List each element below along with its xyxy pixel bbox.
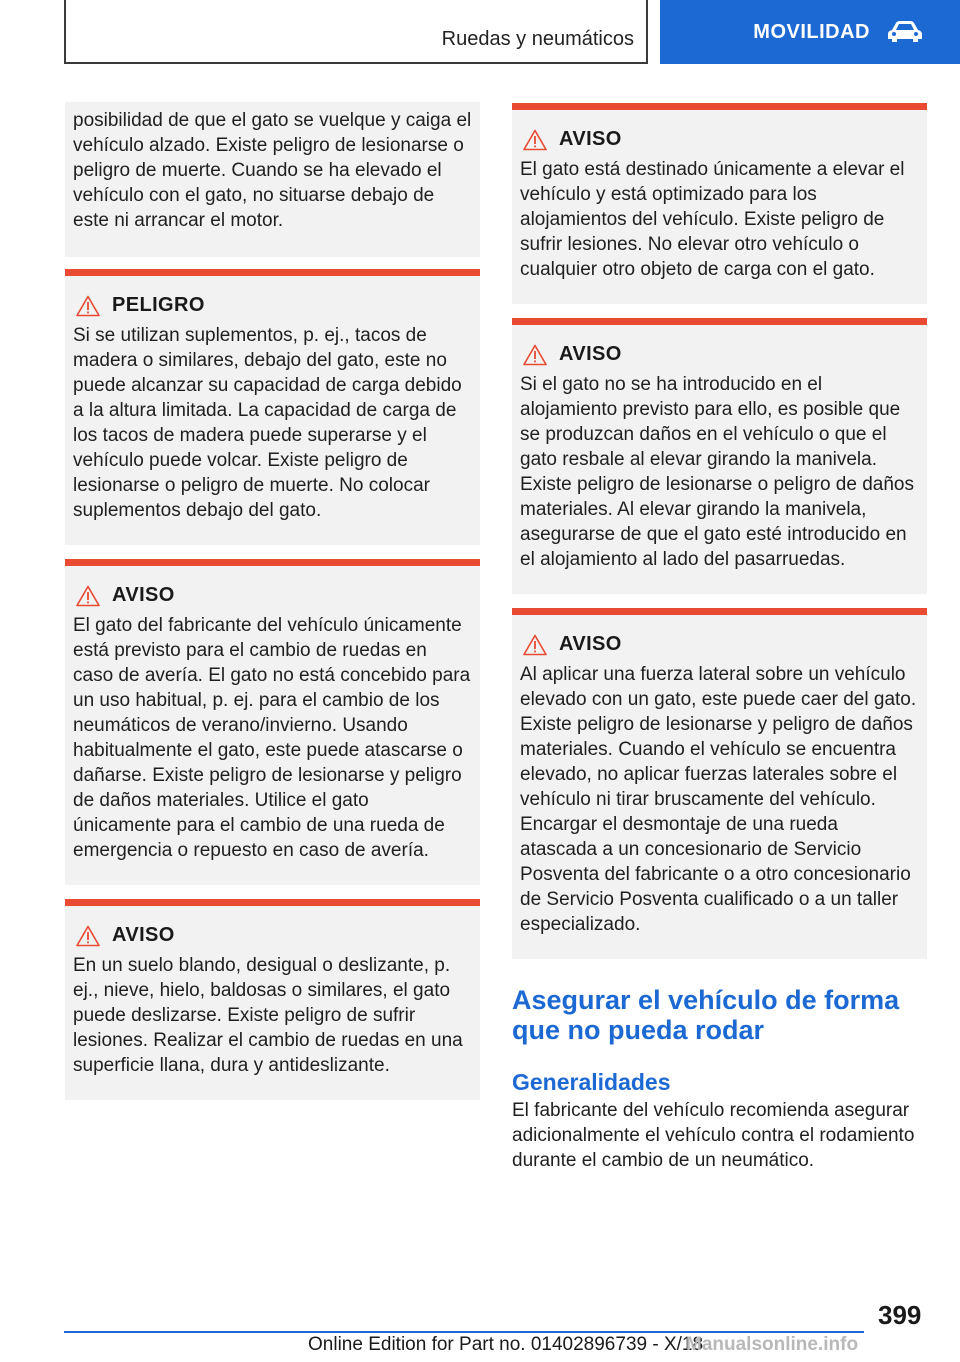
footer-edition-text: Online Edition for Part no. 01402896739 - X/18: [308, 1334, 704, 1355]
left-column: [65, 102, 480, 1100]
header-chapter-bar: [660, 0, 960, 64]
warning-box-aviso: [512, 608, 927, 959]
warning-text: Si el gato no se ha introducido en el alojamiento previsto para ello, es posible que se produzcan daños en el vehículo o que el gato resbale al elevar girando la manivela. Existe peligro de lesionarse o peligro de daños materiales. Al elevar girando la manivela, asegurarse de que el gato esté introducido en el alojamiento al lado del pasarruedas.: [520, 374, 914, 570]
warning-box-peligro: [65, 269, 480, 545]
warning-triangle-icon: [76, 925, 100, 947]
footer-watermark: Manualsonline.info: [686, 1334, 859, 1355]
warning-title: PELIGRO: [112, 294, 205, 316]
warning-text: El gato del fabricante del vehículo únicamente está previsto para el cambio de ruedas en caso de avería. El gato no está concebido para un uso habitual, p. ej. para el cambio de los neumáticos de verano/invierno. Usando habitualmente el gato, este puede atascarse o dañarse. Existe peligro de lesionarse y peligro de daños materiales. Utilice el gato únicamente para el cambio de una rueda de emergencia o repuesto en caso de avería.: [73, 615, 471, 861]
warning-header: [520, 128, 919, 151]
chapter-title: MOVILIDAD: [753, 20, 870, 43]
section-heading: Asegurar el vehículo de forma que no pueda rodar: [512, 985, 900, 1045]
car-icon: [886, 20, 924, 44]
warning-header: [73, 294, 472, 317]
warning-triangle-icon: [523, 344, 547, 366]
warning-box-aviso: [65, 559, 480, 885]
warning-triangle-icon: [76, 295, 100, 317]
footer-divider: [64, 1331, 864, 1333]
body-paragraph: El fabricante del vehículo recomienda asegurar adicionalmente el vehículo contra el rodamiento durante el cambio de un neumático.: [512, 1100, 915, 1171]
continuation-text: posibilidad de que el gato se vuelque y caiga el vehículo alzado. Existe peligro de lesionarse o peligro de muerte. Cuando se ha elevado el vehículo con el gato, no situarse debajo de este ni arrancar el motor.: [73, 110, 472, 231]
warning-triangle-icon: [523, 634, 547, 656]
section-title: Ruedas y neumáticos: [441, 28, 634, 50]
warning-text: Si se utilizan suplementos, p. ej., tacos de madera o similares, debajo del gato, este no puede alcanzar su capacidad de carga debido a la altura limitada. La capacidad de carga de los tacos de madera puede superarse y el vehículo puede volcar. Existe peligro de lesionarse o peligro de muerte. No colocar suplementos debajo del gato.: [73, 325, 462, 521]
warning-text: El gato está destinado únicamente a elevar el vehículo y está optimizado para los alojamientos del vehículo. Existe peligro de sufrir lesiones. No elevar otro vehículo o cualquier otro objeto de carga con el gato.: [520, 159, 905, 280]
warning-title: AVISO: [559, 633, 622, 655]
right-column: [512, 103, 927, 1173]
warning-title: AVISO: [112, 584, 175, 606]
warning-title: AVISO: [559, 128, 622, 150]
header-section-box: [64, 0, 648, 64]
warning-box-aviso: [512, 103, 927, 304]
warning-triangle-icon: [523, 129, 547, 151]
warning-text: Al aplicar una fuerza lateral sobre un vehículo elevado con un gato, este puede caer del gato. Existe peligro de lesionarse y peligro de daños materiales. Cuando el vehículo se encuentra elevado, no aplicar fuerzas laterales sobre el vehículo ni tirar bruscamente del vehículo. Encargar el desmontaje de una rueda atascada a un concesionario de Servicio Posventa del fabricante o a otro concesionario de Servicio Posventa cualificado o a un taller especializado.: [520, 664, 917, 935]
warning-header: [520, 343, 919, 366]
warning-box-aviso: [65, 899, 480, 1100]
warning-header: [73, 924, 472, 947]
warning-header: [73, 584, 472, 607]
warning-title: AVISO: [559, 343, 622, 365]
subsection-heading: Generalidades: [512, 1069, 671, 1095]
warning-triangle-icon: [76, 585, 100, 607]
warning-header: [520, 633, 919, 656]
continuation-box: [65, 102, 480, 257]
warning-text: En un suelo blando, desigual o deslizante, p. ej., nieve, hielo, baldosas o similares, el gato puede deslizarse. Existe peligro de sufrir lesiones. Realizar el cambio de ruedas en una superficie llana, dura y antideslizante.: [73, 955, 463, 1076]
warning-title: AVISO: [112, 924, 175, 946]
warning-box-aviso: [512, 318, 927, 594]
page-number: 399: [878, 1300, 922, 1330]
